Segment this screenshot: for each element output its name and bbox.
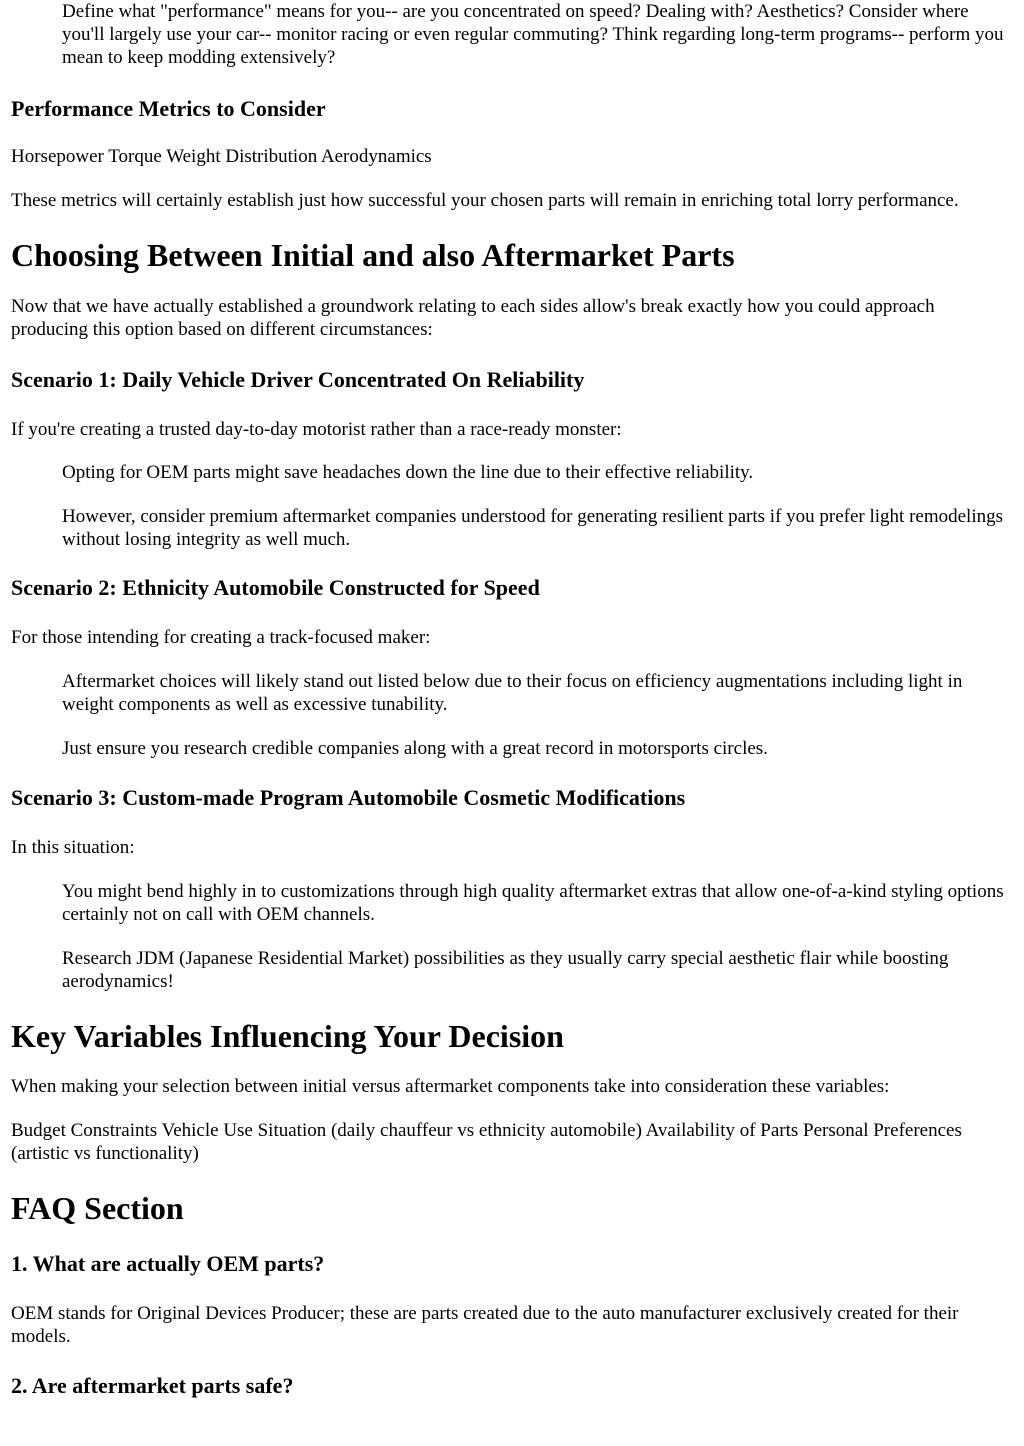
scenario1-intro: If you're creating a trusted day-to-day motorist rather than a race-ready monster:	[11, 419, 622, 440]
key-variables-heading: Key Variables Influencing Your Decision	[11, 1018, 564, 1054]
metrics-heading: Performance Metrics to Consider	[11, 96, 326, 121]
scenario3-heading: Scenario 3: Custom-made Program Automobile Cosmetic Modifications	[11, 785, 686, 810]
scenario2-quote-1: Aftermarket choices will likely stand out listed below due to their focus on efficiency augmentations including light in weight components as well as excessive tunability.	[62, 671, 963, 715]
choosing-heading: Choosing Between Initial and also Aftermarket Parts	[11, 237, 735, 273]
key-variables-intro: When making your selection between initial versus aftermarket components take into consideration these variables:	[11, 1076, 890, 1097]
key-variables-list: Budget Constraints Vehicle Use Situation (daily chauffeur vs ethnicity automobile) Availability of Parts Personal Preferences (artistic vs functionality)	[11, 1120, 962, 1164]
scenario1-quote-1: Opting for OEM parts might save headaches down the line due to their effective reliability.	[62, 462, 754, 483]
faq-question-2: 2. Are aftermarket parts safe?	[11, 1373, 294, 1398]
faq-question-1: 1. What are actually OEM parts?	[11, 1251, 325, 1276]
scenario2-intro: For those intending for creating a track-focused maker:	[11, 627, 431, 648]
faq-heading: FAQ Section	[11, 1190, 184, 1226]
scenario3-quote-1: You might bend highly in to customizations through high quality aftermarket extras that allow one-of-a-kind styling options certainly not on call with OEM channels.	[62, 881, 1004, 925]
scenario1-quote-2: However, consider premium aftermarket companies understood for generating resilient parts if you prefer light remodelings without losing integrity as well much.	[62, 506, 1004, 550]
scenario2-quote-2: Just ensure you research credible companies along with a great record in motorsports circles.	[62, 738, 768, 759]
scenario2-heading: Scenario 2: Ethnicity Automobile Constructed for Speed	[11, 575, 540, 600]
scenario3-quote-2: Research JDM (Japanese Residential Market) possibilities as they usually carry special aesthetic flair while boosting aerodynamics!	[62, 948, 949, 992]
scenario3-intro: In this situation:	[11, 837, 135, 858]
intro-blockquote: Define what "performance" means for you-- are you concentrated on speed? Dealing with? Aesthetics? Consider where you'll largely use your car-- monitor racing or even regular commuting? Think regarding long-term programs-- perform you mean to keep modding extensively?	[62, 1, 1004, 68]
scenario1-heading: Scenario 1: Daily Vehicle Driver Concentrated On Reliability	[11, 367, 585, 392]
metrics-summary: These metrics will certainly establish just how successful your chosen parts will remain in enriching total lorry performance.	[11, 190, 959, 211]
choosing-intro: Now that we have actually established a groundwork relating to each sides allow's break exactly how you could approach producing this option based on different circumstances:	[11, 296, 935, 340]
metrics-list: Horsepower Torque Weight Distribution Aerodynamics	[11, 146, 432, 167]
faq-answer-1: OEM stands for Original Devices Producer; these are parts created due to the auto manufacturer exclusively created for their models.	[11, 1303, 959, 1347]
